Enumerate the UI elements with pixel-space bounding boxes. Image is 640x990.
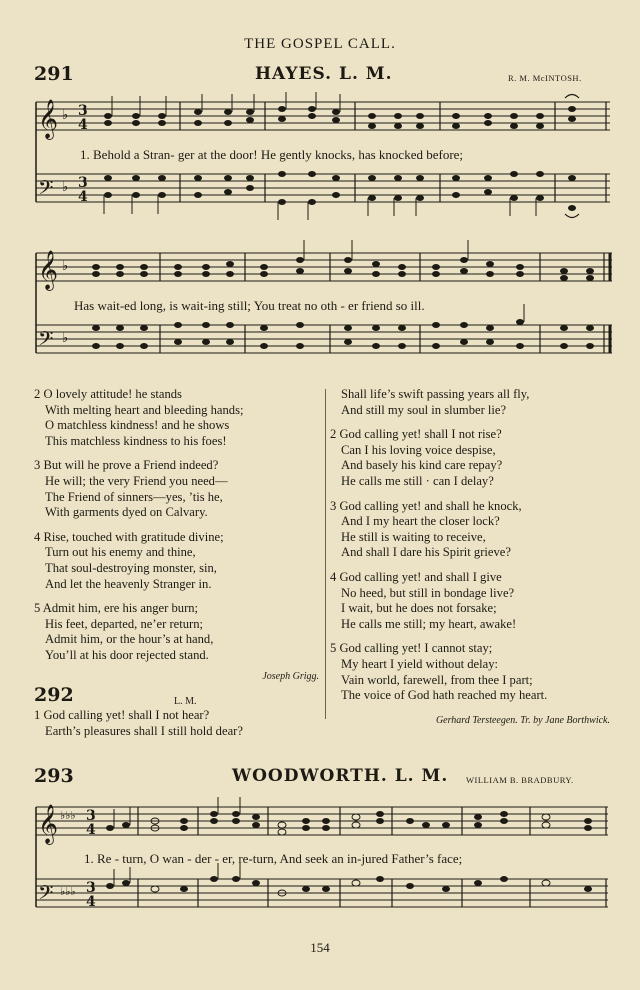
stanza-line: Turn out his enemy and thine, <box>45 545 196 560</box>
stanza-5 <box>330 641 610 703</box>
treble-clef-icon: 𝄞 <box>38 804 59 844</box>
composer-293: WILLIAM B. BRADBURY. <box>466 775 574 785</box>
hymn-292-stanza-1 <box>34 708 319 739</box>
lyric-line-291-2: Has wait-ed long, is wait-ing still; You treat no oth - er friend so ill. <box>74 298 425 313</box>
lyric-line-291-1: 1. Behold a Stran- ger at the door! He gently knocks, has knocked before; <box>80 147 464 162</box>
stanza-line: Can I his loving voice despise, <box>341 442 496 457</box>
stanza-line: I wait, but he does not forsake; <box>341 601 497 616</box>
note-stems <box>114 797 240 886</box>
stanza-line: The voice of God hath reached my heart. <box>341 688 548 703</box>
stanza-line: Admit him, or the hour’s at hand, <box>45 632 214 647</box>
stanza-line <box>34 601 319 617</box>
time-signature-3: 3 <box>86 808 96 824</box>
hymn-292-stanzas <box>330 427 610 704</box>
stanza-line <box>330 570 610 586</box>
stanza-number: 2 <box>34 387 41 401</box>
stanza-line: Vain world, farewell, from thee I part; <box>341 672 533 687</box>
stanza-line <box>330 427 610 443</box>
stanza-line <box>34 708 319 724</box>
stanza-line-text: O lovely attitude! he stands <box>43 387 182 401</box>
lyric-line-293-1: 1. Re - turn, O wan - der - er, re-turn, And seek an in-jured Father’s face; <box>84 851 463 866</box>
stanza-5 <box>34 601 319 663</box>
time-signature-4: 4 <box>86 822 96 838</box>
flat-icon: ♭ <box>62 259 69 274</box>
stanza-line-text: God calling yet! and shall I give <box>339 569 502 584</box>
time-signature-4: 4 <box>78 189 88 205</box>
hymn-number-293: 293 <box>34 765 74 787</box>
staff-bass-system-3 <box>36 879 608 907</box>
bass-clef-icon: 𝄢 <box>38 327 54 355</box>
stanza-1 <box>34 708 319 739</box>
time-signature-4: 4 <box>78 117 88 133</box>
hymn-291-stanzas <box>34 387 319 664</box>
left-column <box>34 387 319 748</box>
stanza-line <box>330 499 610 515</box>
stanza-line: He will; the very Friend you need— <box>45 473 228 488</box>
right-column <box>330 387 610 728</box>
tune-title-woodworth: WOODWORTH. L. M. <box>232 766 449 786</box>
stanza-4 <box>330 570 610 632</box>
stanza-number: 2 <box>330 427 337 442</box>
stanza-line-text: God calling yet! and shall he knock, <box>339 498 522 513</box>
stanza-number: 4 <box>34 529 41 544</box>
hymn-292-heading <box>34 684 319 708</box>
hymn-292-continuation <box>330 387 610 418</box>
stanza-number: 3 <box>330 498 337 513</box>
stanza-line: That soul-destroying monster, sin, <box>45 560 217 575</box>
stanza-line: He calls me still · can I delay? <box>341 473 494 488</box>
stanza-4 <box>34 530 319 592</box>
stanza-number: 5 <box>330 641 337 656</box>
stanza-line: With melting heart and bleeding hands; <box>45 402 244 417</box>
page-number: 154 <box>310 940 330 955</box>
flat-icon: ♭ <box>62 180 69 195</box>
time-signature-3: 3 <box>78 103 88 119</box>
hymn-number-291: 291 <box>34 63 74 85</box>
stanza-line: The Friend of sinners—yes, ’tis he, <box>45 489 223 504</box>
stanza-line: My heart I yield without delay: <box>341 656 499 671</box>
running-title: THE GOSPEL CALL. <box>244 36 396 52</box>
time-signature-3: 3 <box>78 175 88 191</box>
stanza-line: And basely his kind care repay? <box>341 458 503 473</box>
hymn-number-292: 292 <box>34 684 74 707</box>
stanza-line: Shall life’s swift passing years all fly, <box>341 387 530 401</box>
stanza-line-text: God calling yet! shall I not hear? <box>43 708 210 723</box>
stanza-line: This matchless kindness to his foes! <box>45 433 227 448</box>
stanza-line: His feet, departed, ne’er return; <box>45 616 204 631</box>
music-score-291 <box>0 90 640 375</box>
composer-291: R. M. McINTOSH. <box>508 73 582 83</box>
bass-clef-icon: 𝄢 <box>38 176 54 204</box>
staff-treble-system-1 <box>36 102 610 130</box>
fermata-icon <box>565 95 579 218</box>
stanza-number: 3 <box>34 458 41 473</box>
stanza-line: You’ll at his door rejected stand. <box>45 647 209 662</box>
stanza-line: O matchless kindness! and he shows <box>45 418 230 433</box>
tune-title-hayes: HAYES. L. M. <box>255 64 393 84</box>
flat-icon: ♭ <box>62 331 69 346</box>
stanza-line-text: But will he prove a Friend indeed? <box>43 458 219 473</box>
stanza-line: And let the heavenly Stranger in. <box>45 576 212 591</box>
stanza-line-text: God calling yet! shall I not rise? <box>339 427 502 442</box>
stanza-line <box>34 458 319 474</box>
bass-clef-icon: 𝄢 <box>38 881 54 909</box>
time-signature-4: 4 <box>86 894 96 910</box>
treble-clef-icon: 𝄞 <box>38 99 59 139</box>
stanza-line: With garments dyed on Calvary. <box>45 505 208 520</box>
stanza-line: He calls me still; my heart, awake! <box>341 616 517 631</box>
stanza-line-text: Admit him, ere his anger burn; <box>42 601 199 616</box>
meter-292: L. M. <box>174 696 197 708</box>
stanza-line: No heed, but still in bondage live? <box>341 585 515 600</box>
stanza-2 <box>330 427 610 489</box>
stanza-3 <box>34 458 319 520</box>
stanza-number: 1 <box>34 708 41 723</box>
stanza-line: Earth’s pleasures shall I still hold dear? <box>45 723 243 738</box>
stanza-line <box>34 387 319 403</box>
flat-icon: ♭♭♭ <box>60 885 76 898</box>
time-signature-3: 3 <box>86 880 96 896</box>
stanza-line <box>34 530 319 546</box>
stanza-number: 5 <box>34 601 41 616</box>
treble-clef-icon: 𝄞 <box>38 250 59 290</box>
stanza-2 <box>34 387 319 449</box>
flat-icon: ♭ <box>62 108 69 123</box>
author-292: Gerhard Tersteegen. Tr. by Jane Borthwick. <box>435 714 610 726</box>
stanza-3 <box>330 499 610 561</box>
stanza-line: And I my heart the closer lock? <box>341 514 500 529</box>
column-divider <box>325 389 326 719</box>
staff-bass-system-1 <box>36 174 610 202</box>
stanza-line <box>330 641 610 657</box>
stanza-number: 4 <box>330 569 337 584</box>
stanza-line: And shall I dare his Spirit grieve? <box>341 545 511 560</box>
stanza-line-text: God calling yet! I cannot stay; <box>339 641 493 656</box>
stanza-line: And still my soul in slumber lie? <box>341 402 507 417</box>
flat-icon: ♭♭♭ <box>60 809 76 822</box>
author-291: Joseph Grigg. <box>262 670 319 682</box>
stanza-line: He still is waiting to receive, <box>341 529 486 544</box>
stanza-line-text: Rise, touched with gratitude divine; <box>43 529 224 544</box>
note-stems <box>104 92 536 322</box>
